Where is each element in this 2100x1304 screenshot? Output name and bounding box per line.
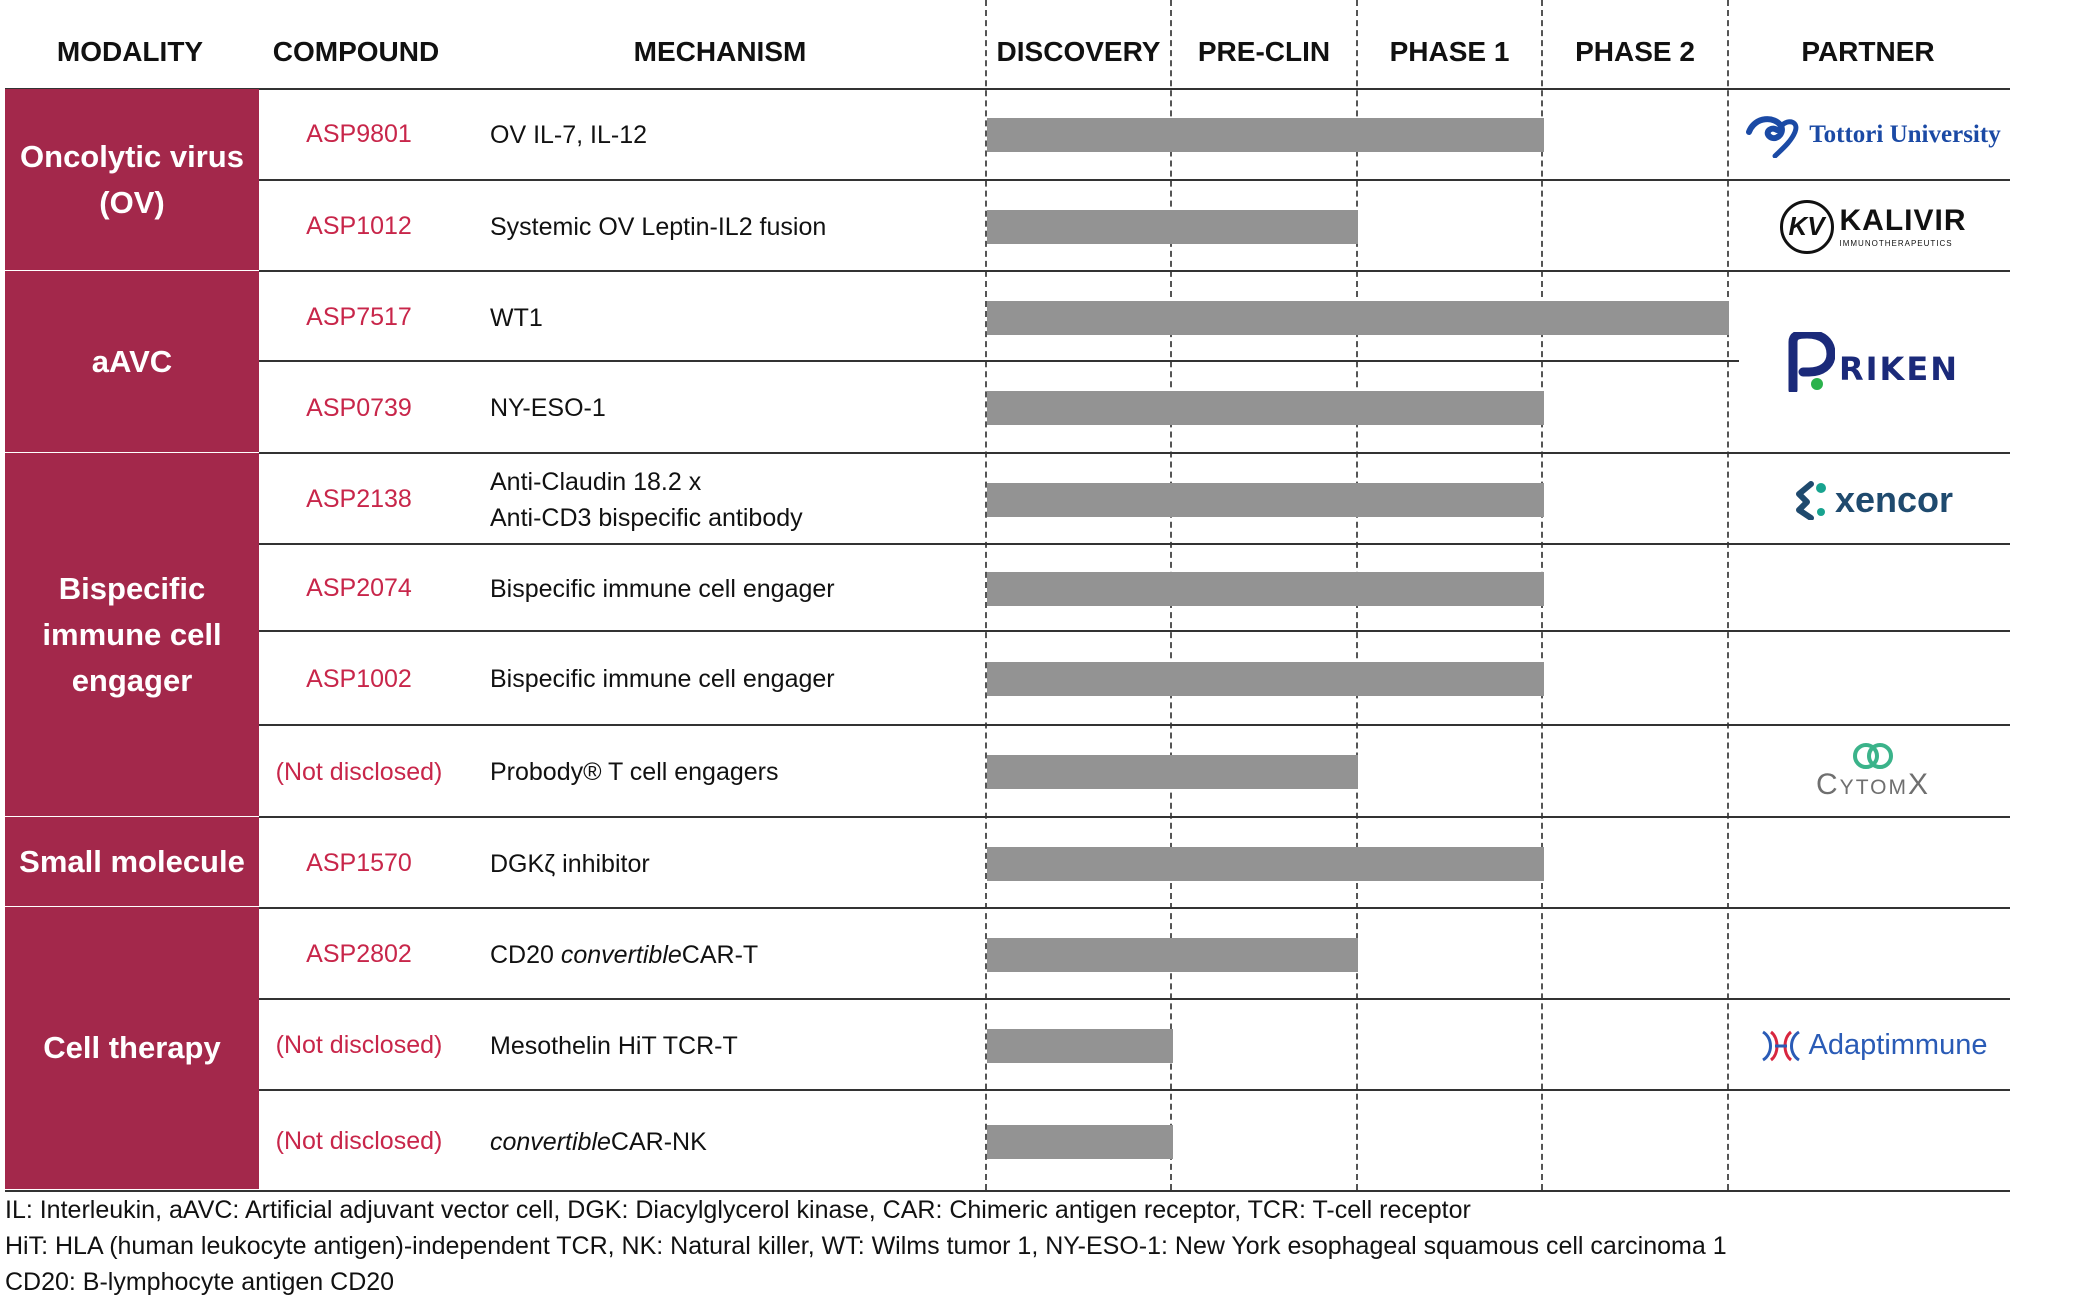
partner-logo-kalivir [1739,181,2007,272]
kalivir-mark-letters: KV [1788,211,1825,241]
mechanism-text: Bispecific immune cell engager [490,665,835,693]
mechanism-suffix: CAR-T [681,940,759,969]
compound-name: (Not disclosed) [275,757,443,786]
riken-emblem-icon [1787,332,1835,392]
progress-bar [987,391,1544,425]
compound-name: ASP1012 [306,212,412,240]
tottori-name: Tottori University [1809,120,2001,148]
mechanism-text [490,454,990,545]
header-phase2: PHASE 2 [1575,36,1695,67]
modality-cell-therapy: Cell therapy [5,907,259,1189]
table-row [259,907,2010,1000]
kalivir-name: KALIVIR [1839,203,1967,237]
header-preclin: PRE-CLIN [1197,36,1331,67]
table-row [259,360,1739,454]
xencor-name: xencor [1834,478,1954,520]
mechanism-text: NY-ESO-1 [490,394,606,422]
mechanism-italic: convertible [490,1127,611,1156]
compound-name: ASP2802 [306,940,412,968]
progress-bar [987,938,1358,972]
cytomx-name: CytomX [1816,768,1930,801]
partner-logo-xencor [1739,454,2007,545]
table-row [259,452,2010,545]
table-row [259,179,2010,272]
partner-logo-tottori [1739,89,2007,180]
mechanism-text [490,1091,990,1192]
table-row [259,543,2010,632]
progress-bar [987,301,1729,335]
tottori-emblem-icon [1745,112,1801,158]
progress-bar [987,1029,1173,1063]
header-mechanism: MECHANISM [633,36,807,67]
modality-oncolytic-virus: Oncolytic virus (OV) [5,89,259,270]
progress-bar [987,572,1544,606]
progress-bar [987,118,1544,152]
mechanism-prefix: CD20 [490,940,561,969]
table-row [259,89,2010,180]
header-phase1: PHASE 1 [1389,36,1510,67]
compound-name: ASP2138 [306,485,412,513]
mechanism-text: OV IL-7, IL-12 [490,120,648,149]
partner-logo-adaptimmune [1739,1000,2007,1091]
compound-name: ASP0739 [306,393,412,422]
compound-name: ASP2074 [306,574,412,602]
compound-name: ASP1002 [306,664,412,693]
compound-name: (Not disclosed) [275,1127,443,1155]
progress-bar [987,662,1544,696]
mechanism-text [490,909,990,1000]
progress-bar [987,483,1544,517]
table-row [259,630,2010,726]
mechanism-suffix: CAR-NK [610,1127,707,1156]
mechanism-text: Systemic OV Leptin-IL2 fusion [490,212,827,241]
adaptimmune-name: Adaptimmune [1808,1029,1988,1061]
progress-bar [987,1125,1173,1159]
xencor-emblem-icon [1793,480,1829,520]
table-row [259,724,2010,818]
modality-small-molecule: Small molecule [5,817,259,906]
compound-name: ASP1570 [306,849,412,877]
riken-name: RIKEN [1839,349,1959,388]
modality-bispecific: Bispecific immune cell engager [5,453,259,816]
mechanism-text: Bispecific immune cell engager [490,574,835,603]
footnote-line-1: IL: Interleukin, aAVC: Artificial adjuvant vector cell, DGK: Diacylglycerol kinase, CAR: Chimeric antigen receptor, TCR: T-cell receptor [5,1196,1471,1224]
mechanism-text: WT1 [490,303,543,332]
partner-logo-cytomx [1739,726,2007,818]
header-partner: PARTNER [1801,36,1935,67]
adaptimmune-emblem-icon [1759,1028,1803,1064]
header-compound: COMPOUND [272,36,440,67]
compound-name: (Not disclosed) [275,1031,443,1059]
mechanism-text: Mesothelin HiT TCR-T [490,1031,738,1060]
header-discovery: DISCOVERY [996,36,1161,67]
mechanism-line-2: Anti-CD3 bispecific antibody [490,503,803,532]
header-modality: MODALITY [56,36,204,67]
mechanism-text: Probody® T cell engagers [490,758,779,786]
progress-bar [987,210,1358,244]
table-row [259,1089,2010,1192]
modality-aavc: aAVC [5,271,259,452]
cytomx-emblem-icon [1853,742,1893,770]
mechanism-italic: convertible [560,940,682,969]
table-row [259,816,2010,909]
progress-bar [987,755,1358,789]
kalivir-mark-icon [1780,200,1834,254]
kalivir-subtitle: IMMUNOTHERAPEUTICS [1839,238,1953,248]
mechanism-line-1: Anti-Claudin 18.2 x [490,467,702,496]
partner-logo-riken [1739,271,2007,452]
footnote-line-2: HiT: HLA (human leukocyte antigen)-independent TCR, NK: Natural killer, WT: Wilms tumor 1, NY-ESO-1: New York esophageal squamous cell carcinoma 1 [5,1232,1727,1260]
compound-name: ASP7517 [306,303,412,331]
footnote-line-3: CD20: B-lymphocyte antigen CD20 [5,1268,395,1296]
table-row [259,998,2010,1091]
mechanism-text: DGKζ inhibitor [490,849,650,878]
progress-bar [987,847,1544,881]
compound-name: ASP9801 [306,120,412,148]
